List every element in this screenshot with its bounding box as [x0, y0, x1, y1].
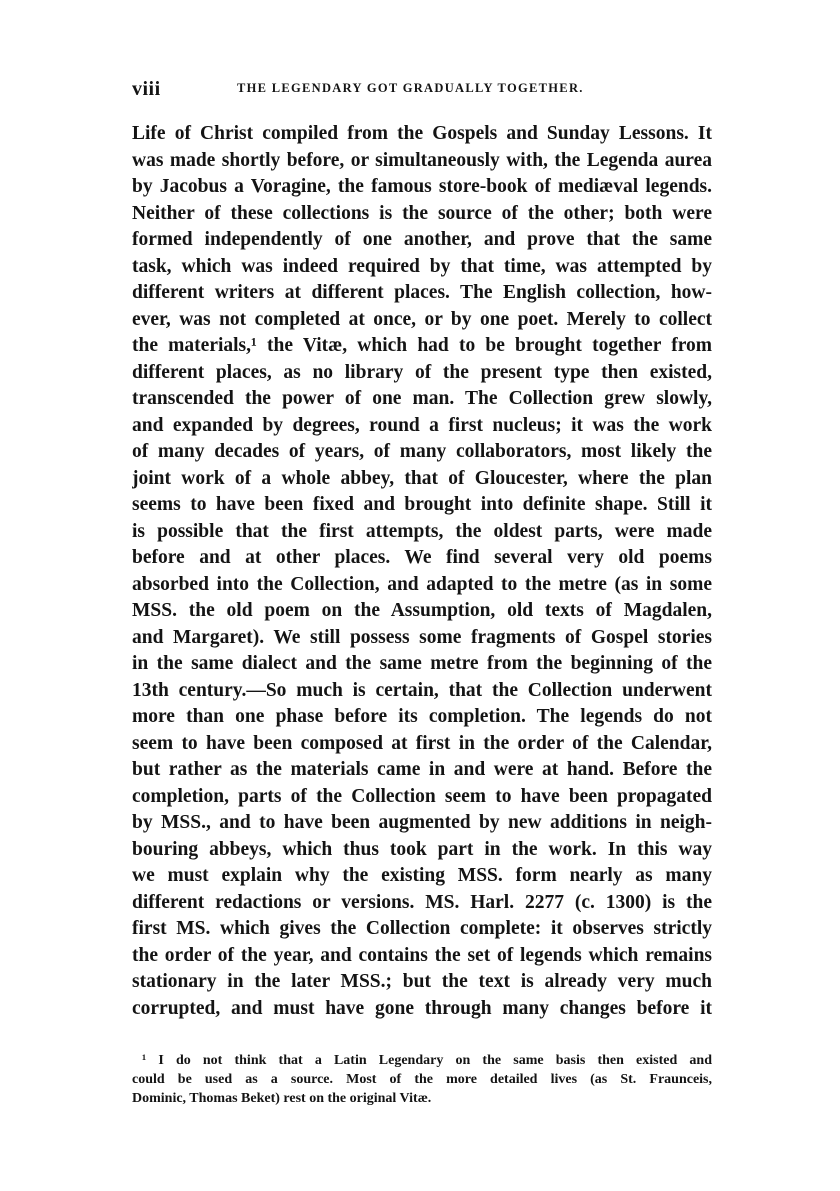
- body-line: seems to have been fixed and brought into definite shape. Still it: [132, 494, 712, 515]
- running-title: THE LEGENDARY GOT GRADUALLY TOGETHER.: [237, 81, 584, 95]
- body-line: is possible that the first attempts, the oldest parts, were made: [132, 520, 712, 542]
- body-line: ever, was not completed at once, or by one poet. Merely to collect: [132, 308, 712, 330]
- body-line: task, which was indeed required by that time, was attempted by: [132, 255, 712, 277]
- body-line: by Jacobus a Voragine, the famous store-book of mediæval legends.: [132, 176, 712, 197]
- body-line: different places, as no library of the present type then existed,: [132, 361, 712, 383]
- body-line: more than one phase before its completion. The legends do not: [132, 706, 712, 727]
- body-line: the order of the year, and contains the set of legends which remains: [132, 944, 712, 966]
- body-line: before and at other places. We find several very old poems: [132, 547, 712, 568]
- body-line: was made shortly before, or simultaneously with, the Legenda aurea: [132, 149, 712, 171]
- footnote-line: ¹ I do not think that a Latin Legendary on the same basis then existed and: [142, 1053, 712, 1068]
- body-line: transcended the power of one man. The Collection grew slowly,: [132, 388, 712, 409]
- body-line: seem to have been composed at first in the order of the Calendar,: [132, 732, 712, 754]
- body-line: but rather as the materials came in and were at hand. Before the: [132, 759, 712, 780]
- body-line: we must explain why the existing MSS. form nearly as many: [132, 865, 712, 886]
- body-line: absorbed into the Collection, and adapted to the metre (as in some: [132, 573, 712, 595]
- page-number: viii: [132, 78, 161, 100]
- body-line: different writers at different places. The English collection, how-: [132, 282, 712, 303]
- body-line: Life of Christ compiled from the Gospels and Sunday Lessons. It: [132, 123, 712, 144]
- footnotes: [132, 1051, 712, 1108]
- body-line: and expanded by degrees, round a first nucleus; it was the work: [132, 414, 712, 436]
- body-line: first MS. which gives the Collection complete: it observes strictly: [132, 918, 712, 939]
- footnote-line: Dominic, Thomas Beket) rest on the original Vitæ.: [132, 1091, 432, 1106]
- running-head: [132, 78, 712, 102]
- body-line: bouring abbeys, which thus took part in the work. In this way: [132, 838, 712, 860]
- body-line: MSS. the old poem on the Assumption, old texts of Magdalen,: [132, 600, 712, 621]
- body-line: in the same dialect and the same metre from the beginning of the: [132, 653, 712, 674]
- body-line: formed independently of one another, and prove that the same: [132, 229, 712, 250]
- body-line: corrupted, and must have gone through many changes before it: [132, 997, 712, 1019]
- body-line: the materials,¹ the Vitæ, which had to be brought together from: [132, 335, 712, 356]
- body-line: 13th century.—So much is certain, that the Collection underwent: [132, 679, 712, 701]
- body-line: different redactions or versions. MS. Harl. 2277 (c. 1300) is the: [132, 891, 712, 913]
- body-text: [132, 121, 712, 1022]
- body-line: of many decades of years, of many collaborators, most likely the: [132, 441, 712, 462]
- body-line: and Margaret). We still possess some fragments of Gospel stories: [132, 626, 712, 648]
- footnote-line: could be used as a source. Most of the more detailed lives (as St. Fraunceis,: [132, 1072, 712, 1087]
- body-line: completion, parts of the Collection seem to have been propagated: [132, 785, 712, 807]
- body-line: joint work of a whole abbey, that of Gloucester, where the plan: [132, 467, 712, 489]
- body-line: Neither of these collections is the source of the other; both were: [132, 202, 712, 224]
- body-line: by MSS., and to have been augmented by new additions in neigh-: [132, 812, 712, 833]
- body-line: stationary in the later MSS.; but the text is already very much: [132, 971, 712, 992]
